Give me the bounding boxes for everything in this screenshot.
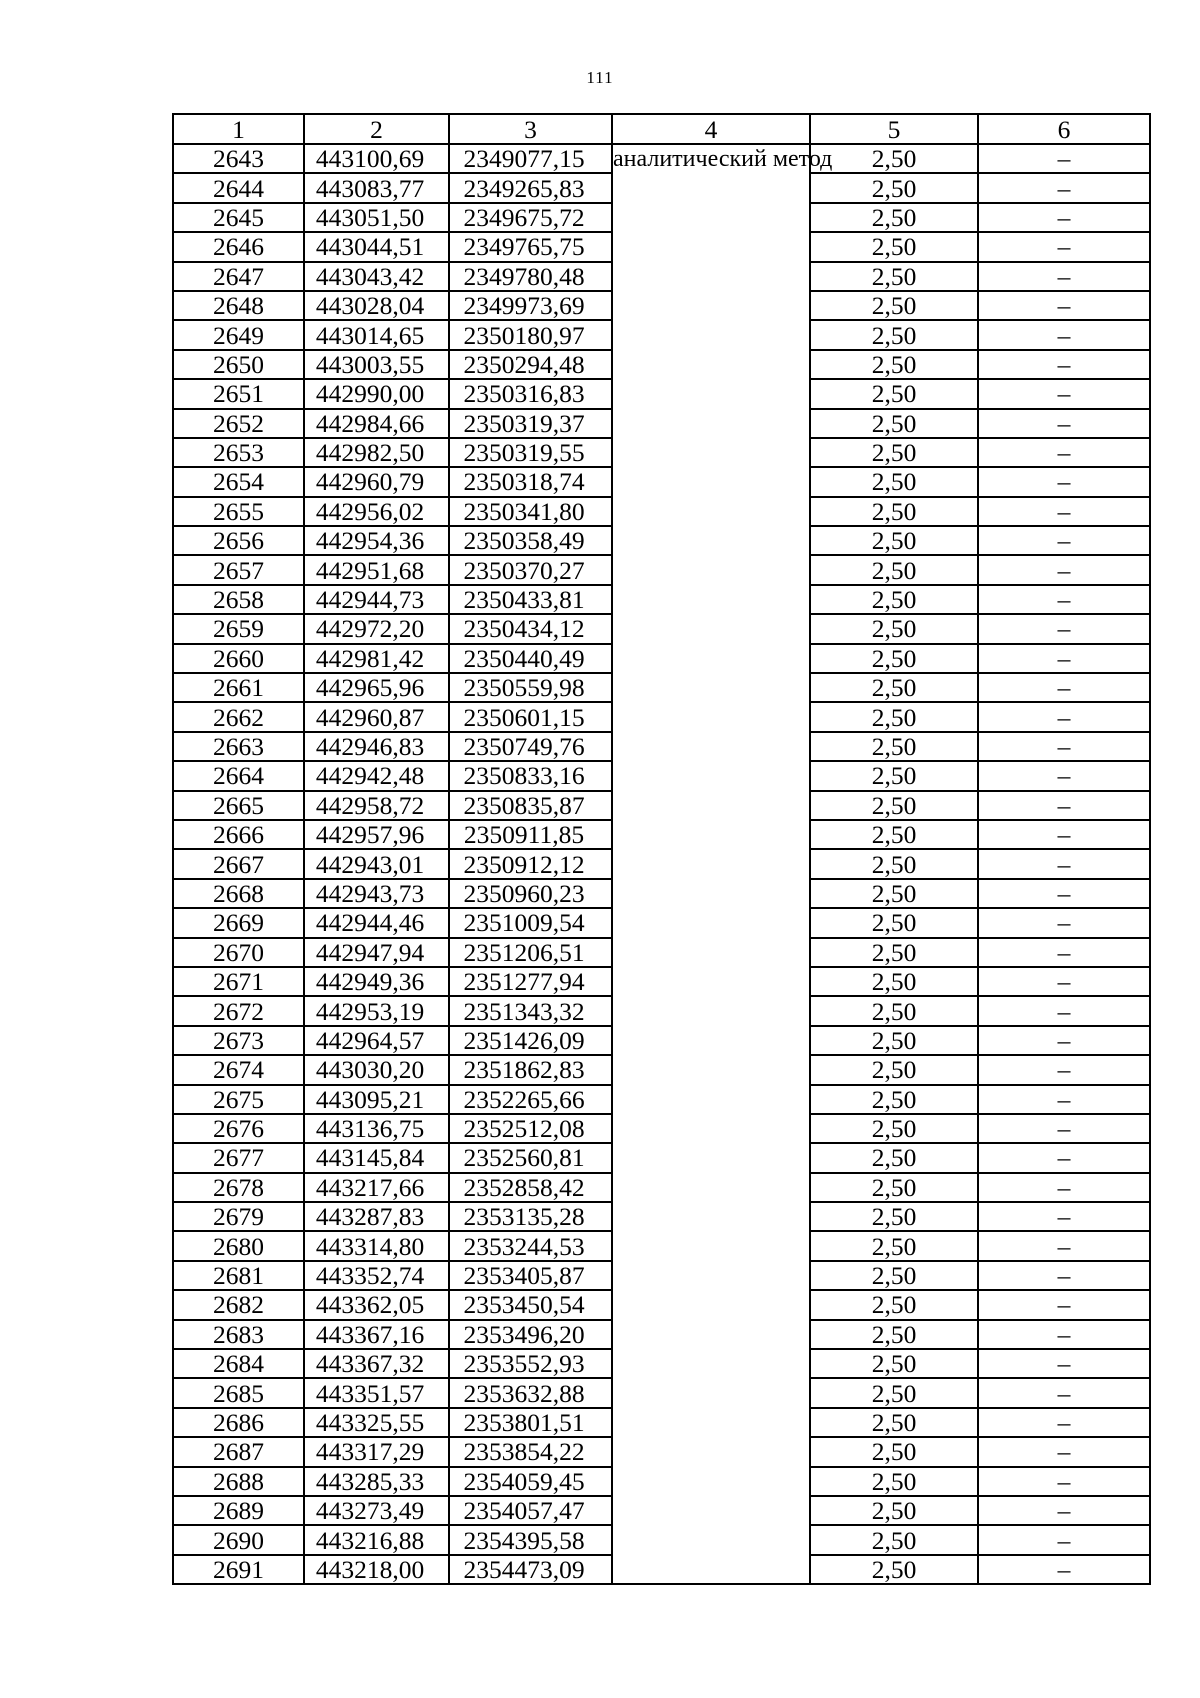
y-coordinate-cell: 2350960,23	[449, 879, 612, 908]
accuracy-cell: 2,50	[810, 1085, 978, 1114]
description-cell: –	[978, 820, 1150, 849]
y-coordinate-cell: 2350180,97	[449, 320, 612, 349]
accuracy-cell: 2,50	[810, 350, 978, 379]
y-coordinate-cell: 2349780,48	[449, 262, 612, 291]
x-coordinate-cell: 442946,83	[304, 732, 449, 761]
description-cell: –	[978, 1143, 1150, 1172]
description-cell: –	[978, 1555, 1150, 1584]
x-coordinate-cell: 443352,74	[304, 1261, 449, 1290]
x-coordinate-cell: 443136,75	[304, 1114, 449, 1143]
accuracy-cell: 2,50	[810, 1467, 978, 1496]
accuracy-cell: 2,50	[810, 938, 978, 967]
description-cell: –	[978, 1114, 1150, 1143]
column-header-6: 6	[978, 114, 1150, 144]
x-coordinate-cell: 443367,16	[304, 1320, 449, 1349]
x-coordinate-cell: 442947,94	[304, 938, 449, 967]
point-number-cell: 2653	[173, 438, 304, 467]
accuracy-cell: 2,50	[810, 438, 978, 467]
point-number-cell: 2652	[173, 409, 304, 438]
y-coordinate-cell: 2352265,66	[449, 1085, 612, 1114]
point-number-cell: 2664	[173, 761, 304, 790]
x-coordinate-cell: 443051,50	[304, 203, 449, 232]
y-coordinate-cell: 2350911,85	[449, 820, 612, 849]
x-coordinate-cell: 443014,65	[304, 320, 449, 349]
y-coordinate-cell: 2349765,75	[449, 232, 612, 261]
y-coordinate-cell: 2350318,74	[449, 467, 612, 496]
description-cell: –	[978, 849, 1150, 878]
y-coordinate-cell: 2349675,72	[449, 203, 612, 232]
x-coordinate-cell: 443216,88	[304, 1525, 449, 1554]
accuracy-cell: 2,50	[810, 1496, 978, 1525]
point-number-cell: 2649	[173, 320, 304, 349]
point-number-cell: 2687	[173, 1437, 304, 1466]
point-number-cell: 2674	[173, 1055, 304, 1084]
point-number-cell: 2681	[173, 1261, 304, 1290]
y-coordinate-cell: 2350749,76	[449, 732, 612, 761]
point-number-cell: 2654	[173, 467, 304, 496]
description-cell: –	[978, 526, 1150, 555]
accuracy-cell: 2,50	[810, 1026, 978, 1055]
description-cell: –	[978, 673, 1150, 702]
column-header-1: 1	[173, 114, 304, 144]
description-cell: –	[978, 291, 1150, 320]
y-coordinate-cell: 2351277,94	[449, 967, 612, 996]
y-coordinate-cell: 2353552,93	[449, 1349, 612, 1378]
x-coordinate-cell: 442956,02	[304, 497, 449, 526]
point-number-cell: 2672	[173, 996, 304, 1025]
point-number-cell: 2670	[173, 938, 304, 967]
x-coordinate-cell: 443217,66	[304, 1173, 449, 1202]
point-number-cell: 2673	[173, 1026, 304, 1055]
description-cell: –	[978, 379, 1150, 408]
description-cell: –	[978, 996, 1150, 1025]
description-cell: –	[978, 1055, 1150, 1084]
accuracy-cell: 2,50	[810, 1555, 978, 1584]
y-coordinate-cell: 2354473,09	[449, 1555, 612, 1584]
y-coordinate-cell: 2353632,88	[449, 1378, 612, 1407]
point-number-cell: 2661	[173, 673, 304, 702]
x-coordinate-cell: 442951,68	[304, 555, 449, 584]
description-cell: –	[978, 1437, 1150, 1466]
point-number-cell: 2666	[173, 820, 304, 849]
y-coordinate-cell: 2349077,15	[449, 144, 612, 173]
point-number-cell: 2650	[173, 350, 304, 379]
point-number-cell: 2658	[173, 585, 304, 614]
point-number-cell: 2675	[173, 1085, 304, 1114]
accuracy-cell: 2,50	[810, 849, 978, 878]
description-cell: –	[978, 1467, 1150, 1496]
y-coordinate-cell: 2350358,49	[449, 526, 612, 555]
accuracy-cell: 2,50	[810, 967, 978, 996]
point-number-cell: 2678	[173, 1173, 304, 1202]
description-cell: –	[978, 1173, 1150, 1202]
x-coordinate-cell: 442953,19	[304, 996, 449, 1025]
y-coordinate-cell: 2351862,83	[449, 1055, 612, 1084]
accuracy-cell: 2,50	[810, 1408, 978, 1437]
accuracy-cell: 2,50	[810, 1114, 978, 1143]
y-coordinate-cell: 2351009,54	[449, 908, 612, 937]
accuracy-cell: 2,50	[810, 1202, 978, 1231]
accuracy-cell: 2,50	[810, 379, 978, 408]
y-coordinate-cell: 2352858,42	[449, 1173, 612, 1202]
y-coordinate-cell: 2354395,58	[449, 1525, 612, 1554]
point-number-cell: 2663	[173, 732, 304, 761]
accuracy-cell: 2,50	[810, 1349, 978, 1378]
accuracy-cell: 2,50	[810, 791, 978, 820]
point-number-cell: 2679	[173, 1202, 304, 1231]
y-coordinate-cell: 2352512,08	[449, 1114, 612, 1143]
description-cell: –	[978, 1320, 1150, 1349]
description-cell: –	[978, 467, 1150, 496]
description-cell: –	[978, 585, 1150, 614]
x-coordinate-cell: 443028,04	[304, 291, 449, 320]
x-coordinate-cell: 443325,55	[304, 1408, 449, 1437]
point-number-cell: 2685	[173, 1378, 304, 1407]
accuracy-cell: 2,50	[810, 1290, 978, 1319]
point-number-cell: 2690	[173, 1525, 304, 1554]
point-number-cell: 2676	[173, 1114, 304, 1143]
description-cell: –	[978, 908, 1150, 937]
point-number-cell: 2682	[173, 1290, 304, 1319]
accuracy-cell: 2,50	[810, 232, 978, 261]
point-number-cell: 2667	[173, 849, 304, 878]
accuracy-cell: 2,50	[810, 1525, 978, 1554]
x-coordinate-cell: 442965,96	[304, 673, 449, 702]
x-coordinate-cell: 442964,57	[304, 1026, 449, 1055]
point-number-cell: 2647	[173, 262, 304, 291]
description-cell: –	[978, 1231, 1150, 1260]
description-cell: –	[978, 1026, 1150, 1055]
description-cell: –	[978, 879, 1150, 908]
description-cell: –	[978, 761, 1150, 790]
y-coordinate-cell: 2350601,15	[449, 702, 612, 731]
x-coordinate-cell: 442954,36	[304, 526, 449, 555]
accuracy-cell: 2,50	[810, 761, 978, 790]
description-cell: –	[978, 732, 1150, 761]
description-cell: –	[978, 438, 1150, 467]
accuracy-cell: 2,50	[810, 585, 978, 614]
accuracy-cell: 2,50	[810, 1173, 978, 1202]
x-coordinate-cell: 442972,20	[304, 614, 449, 643]
accuracy-cell: 2,50	[810, 409, 978, 438]
description-cell: –	[978, 938, 1150, 967]
y-coordinate-cell: 2350559,98	[449, 673, 612, 702]
y-coordinate-cell: 2353854,22	[449, 1437, 612, 1466]
x-coordinate-cell: 442944,73	[304, 585, 449, 614]
x-coordinate-cell: 442958,72	[304, 791, 449, 820]
x-coordinate-cell: 442981,42	[304, 644, 449, 673]
y-coordinate-cell: 2353405,87	[449, 1261, 612, 1290]
point-number-cell: 2648	[173, 291, 304, 320]
x-coordinate-cell: 443083,77	[304, 173, 449, 202]
method-cell: аналитический метод	[612, 144, 810, 1584]
column-header-4: 4	[612, 114, 810, 144]
point-number-cell: 2680	[173, 1231, 304, 1260]
description-cell: –	[978, 409, 1150, 438]
accuracy-cell: 2,50	[810, 555, 978, 584]
y-coordinate-cell: 2351343,32	[449, 996, 612, 1025]
column-header-5: 5	[810, 114, 978, 144]
accuracy-cell: 2,50	[810, 1231, 978, 1260]
description-cell: –	[978, 350, 1150, 379]
description-cell: –	[978, 1290, 1150, 1319]
point-number-cell: 2691	[173, 1555, 304, 1584]
accuracy-cell: 2,50	[810, 614, 978, 643]
point-number-cell: 2656	[173, 526, 304, 555]
x-coordinate-cell: 443362,05	[304, 1290, 449, 1319]
description-cell: –	[978, 203, 1150, 232]
accuracy-cell: 2,50	[810, 644, 978, 673]
x-coordinate-cell: 443351,57	[304, 1378, 449, 1407]
description-cell: –	[978, 702, 1150, 731]
x-coordinate-cell: 443145,84	[304, 1143, 449, 1172]
y-coordinate-cell: 2350433,81	[449, 585, 612, 614]
point-number-cell: 2689	[173, 1496, 304, 1525]
description-cell: –	[978, 232, 1150, 261]
point-number-cell: 2655	[173, 497, 304, 526]
accuracy-cell: 2,50	[810, 732, 978, 761]
accuracy-cell: 2,50	[810, 1320, 978, 1349]
x-coordinate-cell: 443003,55	[304, 350, 449, 379]
point-number-cell: 2644	[173, 173, 304, 202]
table-row	[173, 144, 1150, 173]
x-coordinate-cell: 443030,20	[304, 1055, 449, 1084]
y-coordinate-cell: 2353496,20	[449, 1320, 612, 1349]
y-coordinate-cell: 2350833,16	[449, 761, 612, 790]
y-coordinate-cell: 2349973,69	[449, 291, 612, 320]
point-number-cell: 2651	[173, 379, 304, 408]
description-cell: –	[978, 614, 1150, 643]
x-coordinate-cell: 442944,46	[304, 908, 449, 937]
point-number-cell: 2645	[173, 203, 304, 232]
table-header-row	[173, 114, 1150, 144]
point-number-cell: 2659	[173, 614, 304, 643]
description-cell: –	[978, 320, 1150, 349]
accuracy-cell: 2,50	[810, 1378, 978, 1407]
x-coordinate-cell: 443100,69	[304, 144, 449, 173]
y-coordinate-cell: 2349265,83	[449, 173, 612, 202]
point-number-cell: 2683	[173, 1320, 304, 1349]
x-coordinate-cell: 443273,49	[304, 1496, 449, 1525]
point-number-cell: 2668	[173, 879, 304, 908]
description-cell: –	[978, 1525, 1150, 1554]
description-cell: –	[978, 1261, 1150, 1290]
y-coordinate-cell: 2350370,27	[449, 555, 612, 584]
description-cell: –	[978, 1202, 1150, 1231]
y-coordinate-cell: 2350319,55	[449, 438, 612, 467]
y-coordinate-cell: 2353244,53	[449, 1231, 612, 1260]
y-coordinate-cell: 2354057,47	[449, 1496, 612, 1525]
accuracy-cell: 2,50	[810, 820, 978, 849]
description-cell: –	[978, 1408, 1150, 1437]
accuracy-cell: 2,50	[810, 203, 978, 232]
x-coordinate-cell: 442949,36	[304, 967, 449, 996]
column-header-2: 2	[304, 114, 449, 144]
y-coordinate-cell: 2351206,51	[449, 938, 612, 967]
y-coordinate-cell: 2350316,83	[449, 379, 612, 408]
x-coordinate-cell: 442982,50	[304, 438, 449, 467]
accuracy-cell: 2,50	[810, 879, 978, 908]
y-coordinate-cell: 2352560,81	[449, 1143, 612, 1172]
accuracy-cell: 2,50	[810, 320, 978, 349]
accuracy-cell: 2,50	[810, 1261, 978, 1290]
accuracy-cell: 2,50	[810, 1437, 978, 1466]
point-number-cell: 2646	[173, 232, 304, 261]
accuracy-cell: 2,50	[810, 1143, 978, 1172]
point-number-cell: 2688	[173, 1467, 304, 1496]
point-number-cell: 2671	[173, 967, 304, 996]
x-coordinate-cell: 443367,32	[304, 1349, 449, 1378]
point-number-cell: 2660	[173, 644, 304, 673]
x-coordinate-cell: 442957,96	[304, 820, 449, 849]
point-number-cell: 2677	[173, 1143, 304, 1172]
page-number: 111	[586, 68, 614, 87]
description-cell: –	[978, 555, 1150, 584]
x-coordinate-cell: 443095,21	[304, 1085, 449, 1114]
y-coordinate-cell: 2353135,28	[449, 1202, 612, 1231]
x-coordinate-cell: 442942,48	[304, 761, 449, 790]
coordinates-table	[172, 113, 1151, 1585]
point-number-cell: 2662	[173, 702, 304, 731]
x-coordinate-cell: 443044,51	[304, 232, 449, 261]
y-coordinate-cell: 2350440,49	[449, 644, 612, 673]
x-coordinate-cell: 443285,33	[304, 1467, 449, 1496]
description-cell: –	[978, 1085, 1150, 1114]
accuracy-cell: 2,50	[810, 173, 978, 202]
point-number-cell: 2643	[173, 144, 304, 173]
y-coordinate-cell: 2350319,37	[449, 409, 612, 438]
description-cell: –	[978, 144, 1150, 173]
x-coordinate-cell: 443043,42	[304, 262, 449, 291]
description-cell: –	[978, 791, 1150, 820]
description-cell: –	[978, 1378, 1150, 1407]
point-number-cell: 2665	[173, 791, 304, 820]
column-header-3: 3	[449, 114, 612, 144]
point-number-cell: 2669	[173, 908, 304, 937]
description-cell: –	[978, 967, 1150, 996]
accuracy-cell: 2,50	[810, 291, 978, 320]
x-coordinate-cell: 443317,29	[304, 1437, 449, 1466]
accuracy-cell: 2,50	[810, 467, 978, 496]
description-cell: –	[978, 1349, 1150, 1378]
accuracy-cell: 2,50	[810, 702, 978, 731]
table-body	[173, 144, 1150, 1584]
accuracy-cell: 2,50	[810, 1055, 978, 1084]
x-coordinate-cell: 442960,87	[304, 702, 449, 731]
accuracy-cell: 2,50	[810, 497, 978, 526]
x-coordinate-cell: 442943,01	[304, 849, 449, 878]
x-coordinate-cell: 443287,83	[304, 1202, 449, 1231]
y-coordinate-cell: 2350341,80	[449, 497, 612, 526]
description-cell: –	[978, 1496, 1150, 1525]
x-coordinate-cell: 442984,66	[304, 409, 449, 438]
y-coordinate-cell: 2351426,09	[449, 1026, 612, 1055]
y-coordinate-cell: 2350835,87	[449, 791, 612, 820]
accuracy-cell: 2,50	[810, 673, 978, 702]
x-coordinate-cell: 443314,80	[304, 1231, 449, 1260]
x-coordinate-cell: 443218,00	[304, 1555, 449, 1584]
x-coordinate-cell: 442960,79	[304, 467, 449, 496]
description-cell: –	[978, 497, 1150, 526]
y-coordinate-cell: 2350912,12	[449, 849, 612, 878]
accuracy-cell: 2,50	[810, 526, 978, 555]
point-number-cell: 2684	[173, 1349, 304, 1378]
y-coordinate-cell: 2350294,48	[449, 350, 612, 379]
description-cell: –	[978, 173, 1150, 202]
description-cell: –	[978, 644, 1150, 673]
accuracy-cell: 2,50	[810, 144, 978, 173]
y-coordinate-cell: 2354059,45	[449, 1467, 612, 1496]
y-coordinate-cell: 2350434,12	[449, 614, 612, 643]
point-number-cell: 2686	[173, 1408, 304, 1437]
accuracy-cell: 2,50	[810, 908, 978, 937]
point-number-cell: 2657	[173, 555, 304, 584]
accuracy-cell: 2,50	[810, 262, 978, 291]
x-coordinate-cell: 442943,73	[304, 879, 449, 908]
description-cell: –	[978, 262, 1150, 291]
y-coordinate-cell: 2353450,54	[449, 1290, 612, 1319]
accuracy-cell: 2,50	[810, 996, 978, 1025]
y-coordinate-cell: 2353801,51	[449, 1408, 612, 1437]
x-coordinate-cell: 442990,00	[304, 379, 449, 408]
